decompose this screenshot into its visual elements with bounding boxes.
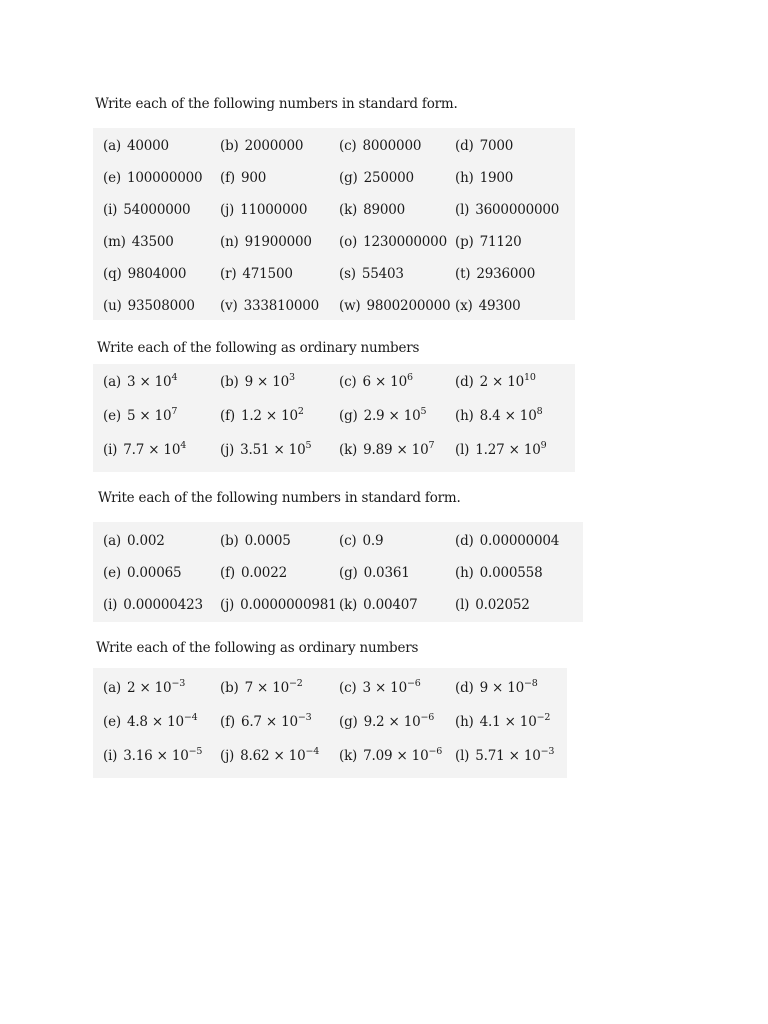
question-row bbox=[93, 374, 575, 396]
question-label: (k) bbox=[339, 442, 358, 458]
exponent: 8 bbox=[536, 406, 543, 417]
question-value: 55403 bbox=[361, 266, 404, 282]
question-value: 333810000 bbox=[243, 298, 320, 314]
question-label: (b) bbox=[220, 138, 239, 154]
question-item bbox=[220, 597, 337, 613]
question-label: (c) bbox=[339, 533, 357, 549]
exponent: 3 bbox=[289, 372, 295, 383]
question-value: 0.0005 bbox=[244, 533, 291, 549]
question-value: 89000 bbox=[363, 202, 406, 218]
question-item bbox=[339, 170, 414, 186]
question-label: (g) bbox=[339, 170, 358, 186]
question-value: 1230000000 bbox=[363, 234, 447, 250]
question-item bbox=[455, 680, 538, 696]
question-value: 900 bbox=[240, 170, 267, 186]
exponent: 9 bbox=[540, 440, 547, 451]
exponent: 10 bbox=[524, 372, 536, 383]
question-item bbox=[339, 597, 418, 613]
question-value: 0.0000000981 bbox=[240, 597, 337, 613]
question-value: 2936000 bbox=[476, 266, 536, 282]
question-value: 4.8 × 10 bbox=[126, 714, 184, 730]
question-item bbox=[103, 202, 190, 218]
question-item bbox=[339, 374, 413, 390]
question-row bbox=[93, 748, 567, 770]
question-item bbox=[455, 533, 559, 549]
section-3-heading: Write each of the following numbers in standard form. bbox=[98, 490, 461, 506]
question-item bbox=[103, 565, 181, 581]
question-label: (h) bbox=[455, 408, 474, 424]
question-value: 40000 bbox=[126, 138, 169, 154]
question-value: 0.00000423 bbox=[123, 597, 203, 613]
question-item bbox=[103, 298, 195, 314]
question-item bbox=[455, 374, 536, 390]
question-label: (w) bbox=[339, 298, 361, 314]
question-value: 8000000 bbox=[362, 138, 422, 154]
question-label: (a) bbox=[103, 138, 121, 154]
question-label: (m) bbox=[103, 234, 126, 250]
question-item bbox=[455, 202, 559, 218]
question-value: 471500 bbox=[242, 266, 293, 282]
question-label: (g) bbox=[339, 408, 358, 424]
exponent: −3 bbox=[540, 746, 555, 757]
question-label: (r) bbox=[220, 266, 237, 282]
exponent: −2 bbox=[536, 712, 551, 723]
question-row bbox=[93, 597, 583, 619]
question-label: (h) bbox=[455, 565, 474, 581]
question-value: 5 × 10 bbox=[126, 408, 172, 424]
question-item bbox=[103, 234, 174, 250]
question-label: (a) bbox=[103, 374, 121, 390]
question-value: 9 × 10 bbox=[244, 374, 290, 390]
question-value: 9.2 × 10 bbox=[363, 714, 421, 730]
question-item bbox=[103, 597, 203, 613]
section-4-grid bbox=[93, 668, 567, 778]
question-item bbox=[103, 374, 177, 390]
question-row bbox=[93, 408, 575, 430]
exponent: −6 bbox=[428, 746, 443, 757]
question-value: 9800200000 bbox=[366, 298, 451, 314]
question-label: (j) bbox=[220, 442, 235, 458]
question-label: (f) bbox=[220, 714, 235, 730]
question-label: (i) bbox=[103, 442, 118, 458]
question-label: (f) bbox=[220, 565, 235, 581]
question-label: (e) bbox=[103, 714, 121, 730]
question-item bbox=[220, 266, 293, 282]
question-label: (j) bbox=[220, 597, 235, 613]
question-value: 7.09 × 10 bbox=[363, 748, 429, 764]
question-row bbox=[93, 138, 575, 160]
exponent: 6 bbox=[406, 372, 413, 383]
question-value: 11000000 bbox=[240, 202, 308, 218]
exponent: −6 bbox=[406, 678, 421, 689]
question-label: (n) bbox=[220, 234, 239, 250]
question-label: (j) bbox=[220, 748, 235, 764]
question-label: (f) bbox=[220, 170, 235, 186]
question-item bbox=[455, 298, 521, 314]
question-value: 3600000000 bbox=[475, 202, 560, 218]
question-item bbox=[220, 234, 312, 250]
question-value: 2 × 10 bbox=[479, 374, 525, 390]
question-row bbox=[93, 565, 583, 587]
question-value: 93508000 bbox=[127, 298, 195, 314]
question-row bbox=[93, 533, 583, 555]
question-item bbox=[103, 442, 186, 458]
question-label: (a) bbox=[103, 533, 121, 549]
question-label: (i) bbox=[103, 202, 118, 218]
question-value: 3 × 10 bbox=[126, 374, 172, 390]
question-label: (p) bbox=[455, 234, 474, 250]
question-value: 3.51 × 10 bbox=[240, 442, 306, 458]
question-item bbox=[220, 442, 311, 458]
question-label: (o) bbox=[339, 234, 358, 250]
exponent: 2 bbox=[297, 406, 304, 417]
question-value: 49300 bbox=[478, 298, 521, 314]
exponent: 7 bbox=[171, 406, 178, 417]
exponent: −2 bbox=[289, 678, 303, 689]
question-item bbox=[220, 170, 266, 186]
question-label: (k) bbox=[339, 202, 358, 218]
question-value: 6.7 × 10 bbox=[240, 714, 298, 730]
question-item bbox=[103, 748, 202, 764]
question-value: 250000 bbox=[363, 170, 414, 186]
exponent: −3 bbox=[171, 678, 186, 689]
question-item bbox=[103, 533, 165, 549]
question-value: 1900 bbox=[479, 170, 514, 186]
question-item bbox=[339, 680, 421, 696]
question-item bbox=[339, 138, 421, 154]
question-value: 0.000558 bbox=[479, 565, 543, 581]
question-item bbox=[455, 234, 522, 250]
question-label: (h) bbox=[455, 714, 474, 730]
question-item bbox=[455, 266, 535, 282]
question-value: 4.1 × 10 bbox=[479, 714, 537, 730]
exponent: −4 bbox=[305, 746, 320, 757]
question-value: 3 × 10 bbox=[362, 680, 407, 696]
question-value: 2.9 × 10 bbox=[363, 408, 421, 424]
question-value: 43500 bbox=[131, 234, 174, 250]
exponent: −5 bbox=[188, 746, 203, 757]
question-row bbox=[93, 234, 575, 256]
question-label: (d) bbox=[455, 374, 474, 390]
section-2-heading: Write each of the following as ordinary numbers bbox=[97, 340, 420, 356]
question-item bbox=[220, 714, 312, 730]
question-value: 7 × 10 bbox=[244, 680, 290, 696]
question-row bbox=[93, 170, 575, 192]
question-value: 0.002 bbox=[126, 533, 165, 549]
question-label: (l) bbox=[455, 748, 470, 764]
question-item bbox=[339, 714, 434, 730]
question-item bbox=[455, 170, 513, 186]
question-item bbox=[455, 408, 542, 424]
question-label: (s) bbox=[339, 266, 356, 282]
question-value: 9.89 × 10 bbox=[363, 442, 429, 458]
question-label: (c) bbox=[339, 680, 357, 696]
question-item bbox=[220, 565, 287, 581]
question-item bbox=[220, 298, 319, 314]
question-label: (d) bbox=[455, 533, 474, 549]
question-label: (j) bbox=[220, 202, 235, 218]
question-item bbox=[455, 565, 542, 581]
question-label: (c) bbox=[339, 138, 357, 154]
question-label: (e) bbox=[103, 408, 121, 424]
question-label: (g) bbox=[339, 714, 358, 730]
question-label: (x) bbox=[455, 298, 473, 314]
exponent: 4 bbox=[180, 440, 187, 451]
question-item bbox=[339, 748, 442, 764]
question-item bbox=[339, 266, 404, 282]
question-label: (u) bbox=[103, 298, 122, 314]
question-label: (c) bbox=[339, 374, 357, 390]
question-label: (d) bbox=[455, 680, 474, 696]
question-value: 8.62 × 10 bbox=[240, 748, 306, 764]
exponent: −3 bbox=[297, 712, 312, 723]
question-label: (l) bbox=[455, 442, 470, 458]
question-value: 3.16 × 10 bbox=[123, 748, 189, 764]
question-label: (l) bbox=[455, 597, 470, 613]
question-item bbox=[220, 202, 307, 218]
question-value: 100000000 bbox=[126, 170, 203, 186]
question-item bbox=[455, 597, 530, 613]
question-label: (v) bbox=[220, 298, 238, 314]
question-item bbox=[339, 408, 426, 424]
section-4-heading: Write each of the following as ordinary numbers bbox=[96, 640, 419, 656]
exponent: 4 bbox=[171, 372, 178, 383]
question-value: 7000 bbox=[479, 138, 514, 154]
question-value: 0.02052 bbox=[475, 597, 530, 613]
question-item bbox=[220, 748, 319, 764]
question-label: (b) bbox=[220, 680, 239, 696]
question-item bbox=[455, 714, 550, 730]
section-1-grid bbox=[93, 128, 575, 320]
question-item bbox=[455, 748, 554, 764]
question-item bbox=[220, 138, 303, 154]
question-label: (t) bbox=[455, 266, 471, 282]
question-item bbox=[339, 442, 434, 458]
question-label: (k) bbox=[339, 748, 358, 764]
question-item bbox=[339, 202, 405, 218]
question-value: 0.0022 bbox=[240, 565, 287, 581]
question-value: 9 × 10 bbox=[479, 680, 525, 696]
exponent: −8 bbox=[524, 678, 538, 689]
question-item bbox=[220, 680, 303, 696]
question-row bbox=[93, 202, 575, 224]
question-label: (e) bbox=[103, 565, 121, 581]
question-item bbox=[339, 533, 383, 549]
question-item bbox=[339, 234, 447, 250]
question-value: 71120 bbox=[479, 234, 522, 250]
question-item bbox=[103, 138, 169, 154]
question-item bbox=[103, 170, 202, 186]
question-item bbox=[220, 374, 295, 390]
question-value: 0.9 bbox=[362, 533, 384, 549]
question-label: (b) bbox=[220, 374, 239, 390]
question-value: 54000000 bbox=[123, 202, 191, 218]
question-row bbox=[93, 266, 575, 288]
exponent: 7 bbox=[428, 440, 435, 451]
question-row bbox=[93, 714, 567, 736]
question-label: (e) bbox=[103, 170, 121, 186]
question-row bbox=[93, 298, 575, 320]
question-label: (b) bbox=[220, 533, 239, 549]
question-label: (i) bbox=[103, 597, 118, 613]
exponent: 5 bbox=[305, 440, 312, 451]
question-value: 2 × 10 bbox=[126, 680, 172, 696]
question-value: 2000000 bbox=[244, 138, 304, 154]
question-item bbox=[339, 298, 450, 314]
question-item bbox=[103, 266, 186, 282]
question-label: (a) bbox=[103, 680, 121, 696]
question-value: 1.2 × 10 bbox=[240, 408, 298, 424]
question-value: 7.7 × 10 bbox=[123, 442, 181, 458]
section-1-heading: Write each of the following numbers in standard form. bbox=[95, 96, 458, 112]
question-label: (i) bbox=[103, 748, 118, 764]
question-item bbox=[220, 533, 291, 549]
question-value: 6 × 10 bbox=[362, 374, 407, 390]
question-item bbox=[339, 565, 410, 581]
question-value: 0.0361 bbox=[363, 565, 410, 581]
section-2-grid bbox=[93, 364, 575, 472]
question-item bbox=[220, 408, 304, 424]
question-row bbox=[93, 442, 575, 464]
question-item bbox=[103, 680, 185, 696]
question-item bbox=[103, 714, 198, 730]
question-value: 5.71 × 10 bbox=[475, 748, 541, 764]
exponent: 5 bbox=[420, 406, 427, 417]
question-label: (l) bbox=[455, 202, 470, 218]
question-item bbox=[103, 408, 177, 424]
question-label: (g) bbox=[339, 565, 358, 581]
exponent: −6 bbox=[420, 712, 435, 723]
question-value: 8.4 × 10 bbox=[479, 408, 537, 424]
question-value: 0.00065 bbox=[126, 565, 182, 581]
question-label: (k) bbox=[339, 597, 358, 613]
exponent: −4 bbox=[183, 712, 198, 723]
question-row bbox=[93, 680, 567, 702]
question-label: (d) bbox=[455, 138, 474, 154]
question-item bbox=[455, 442, 546, 458]
question-value: 0.00407 bbox=[363, 597, 418, 613]
question-value: 1.27 × 10 bbox=[475, 442, 541, 458]
question-item bbox=[455, 138, 513, 154]
question-value: 0.00000004 bbox=[479, 533, 560, 549]
question-value: 91900000 bbox=[244, 234, 312, 250]
question-value: 9804000 bbox=[127, 266, 187, 282]
question-label: (h) bbox=[455, 170, 474, 186]
question-label: (f) bbox=[220, 408, 235, 424]
section-3-grid bbox=[93, 522, 583, 622]
question-label: (q) bbox=[103, 266, 122, 282]
